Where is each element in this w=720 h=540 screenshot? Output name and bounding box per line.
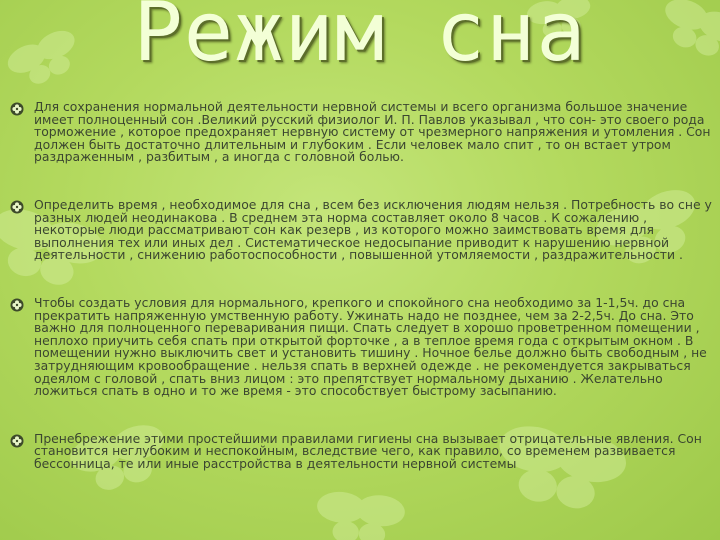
slide-content xyxy=(8,101,713,470)
bullet-item xyxy=(8,430,713,471)
paragraph-text: Пренебрежение этими простейшими правилами гигиены сна вызывает отрицательные явления. Сон становится неглубоким и неспокойным, вследствие чего, как правило, со временем развивается бессонница, те или иные расстройства в деятельности нервной системы xyxy=(34,430,702,471)
butterfly-decoration-8 xyxy=(314,490,406,540)
bullet-item xyxy=(8,101,713,164)
flower-bullet-icon xyxy=(8,200,26,214)
bullet-item xyxy=(8,294,713,399)
flower-bullet-icon xyxy=(8,298,26,312)
flower-bullet-icon xyxy=(8,434,26,448)
flower-bullet-icon xyxy=(8,102,26,116)
paragraph-text: Чтобы создать условия для нормального, крепкого и спокойного сна необходимо за 1-1,5ч. до сна прекратить напряженную умственную работу. Ужинать надо не позднее, чем за 2-2,5ч. До сна. Это важно для полноценного переваривания пищи. Спать следует в хорошо проветренном помещении , неплохо приучить себя спать при открытой форточке , а в теплое время года с открытым окном . В помещении нужно выключить свет и установить тишину . Ночное белье должно быть свободным , не затрудняющим кровообращение . нельзя спать в верхней одежде . не рекомендуется закрываться одеялом с головой , спать вниз лицом : это препятствует нормальному дыханию . Желательно ложиться спать в одно и то же время - это способствует быстрому засыпанию. xyxy=(34,294,707,399)
slide-title: Режим сна xyxy=(133,0,587,80)
paragraph-text: Для сохранения нормальной деятельности нервной системы и всего организма большое значение имеет полноценный сон .Великий русский физиолог И. П. Павлов указывал , что сон- это своего рода торможение , которое предохраняет нервную систему от чрезмерного напряжения и утомления . Сон должен быть достаточно длительным и глубоким . Если человек мало спит , то он встает утром раздраженным , разбитым , а иногда с головной болью. xyxy=(34,99,711,165)
paragraph-text: Определить время , необходимое для сна , всем без исключения людям нельзя . Потребность во сне у разных людей неодинакова . В среднем эта норма составляет около 8 часов . К сожалению , некоторые люди рассматривают сон как резерв , из которого можно заимствовать время для выполнения тех или иных дел . Систематическое недосыпание приводит к нарушению нервной деятельности , снижению работоспособности , повышенной утомляемости , раздражительности . xyxy=(34,196,712,263)
bullet-item xyxy=(8,196,713,263)
